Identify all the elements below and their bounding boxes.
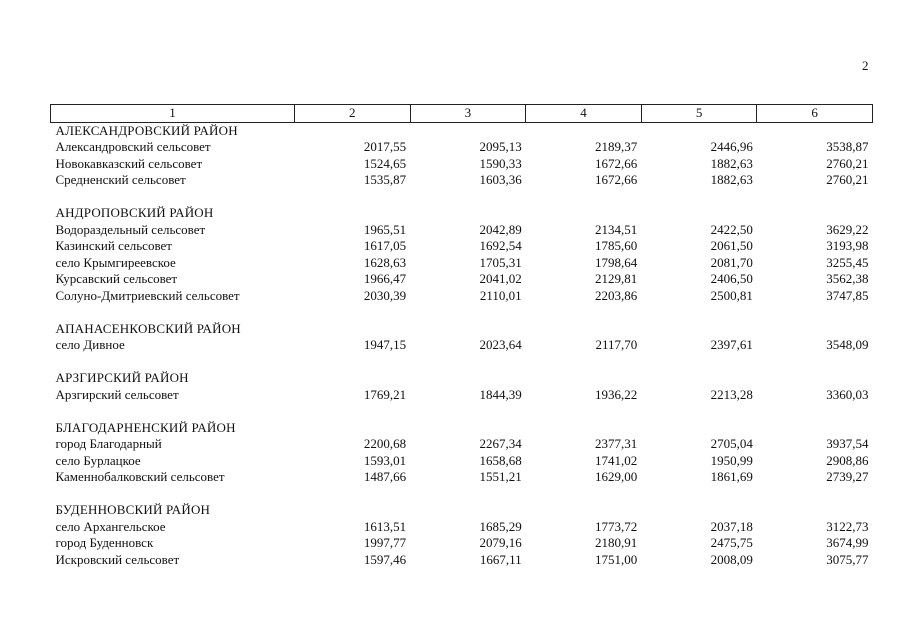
settlement-name: Искровский сельсовет: [55, 551, 180, 567]
settlement-name: Солуно-Дмитриевский сельсовет: [55, 287, 240, 303]
value-col-6: 3360,03: [826, 386, 869, 402]
value-col-4: 1629,00: [595, 469, 638, 484]
value-col-6: 3255,45: [826, 254, 869, 270]
value-col-5: 2422,50: [710, 221, 753, 237]
value-col-4: 2377,31: [595, 436, 638, 451]
table-row: [51, 535, 873, 552]
value-col-2: 1997,77: [363, 535, 407, 550]
value-col-4: 1672,66: [595, 155, 638, 171]
table-row: [51, 552, 873, 569]
settlement-name: село Крымгиреевское: [55, 254, 176, 270]
table-row: [51, 453, 873, 470]
settlement-name: Александровский сельсовет: [55, 139, 211, 154]
value-col-5: 2037,18: [710, 518, 753, 534]
value-col-4: 1672,66: [595, 172, 638, 187]
value-col-6: 3747,85: [826, 287, 869, 303]
settlement-name: Курсавский сельсовет: [55, 271, 178, 286]
group-spacer: [51, 304, 873, 321]
value-col-4: 1751,00: [595, 551, 638, 567]
value-col-3: 2267,34: [479, 436, 522, 451]
value-col-4: 1936,22: [595, 386, 638, 402]
region-header-row: [51, 502, 873, 519]
value-col-2: 2030,39: [363, 287, 407, 303]
value-col-5: 2397,61: [710, 337, 753, 352]
region-header-row: [51, 122, 873, 139]
value-col-5: 2061,50: [710, 238, 753, 253]
group-spacer: [51, 403, 873, 420]
value-col-5: 2446,96: [710, 139, 753, 154]
value-col-3: 2110,01: [479, 287, 522, 303]
value-col-6: 3562,38: [826, 271, 869, 286]
table-row: [51, 271, 873, 288]
spacer-cell: [51, 403, 873, 420]
value-col-2: 1535,87: [363, 172, 407, 187]
value-col-5: 1861,69: [710, 469, 753, 484]
value-col-4: 2180,91: [595, 535, 638, 550]
value-col-6: 3075,77: [826, 551, 869, 567]
column-header-3: 3: [410, 105, 526, 123]
region-name: АРЗГИРСКИЙ РАЙОН: [55, 370, 189, 385]
value-col-3: 1603,36: [479, 172, 522, 187]
settlement-name: город Буденновск: [55, 535, 154, 550]
region-header-row: [51, 370, 873, 387]
value-col-5: 2213,28: [710, 386, 753, 402]
value-col-2: 1593,01: [363, 452, 407, 468]
settlement-name: Каменнобалковский сельсовет: [55, 469, 225, 484]
region-name: БУДЕННОВСКИЙ РАЙОН: [55, 502, 211, 517]
spacer-cell: [51, 486, 873, 503]
settlement-name: город Благодарный: [55, 436, 162, 451]
value-col-6: 2908,86: [826, 452, 869, 468]
settlement-name: село Дивное: [55, 337, 125, 352]
value-col-2: 1966,47: [363, 271, 407, 286]
value-col-4: 1741,02: [595, 452, 638, 468]
value-col-5: 2081,70: [710, 254, 753, 270]
value-col-2: 1769,21: [363, 386, 407, 402]
settlement-name: Арзгирский сельсовет: [55, 386, 179, 402]
value-col-4: 2129,81: [595, 271, 638, 286]
table-row: [51, 222, 873, 239]
value-col-3: 2095,13: [479, 139, 522, 154]
value-col-6: 3629,22: [826, 221, 869, 237]
spacer-cell: [51, 354, 873, 371]
region-header-row: [51, 321, 873, 338]
value-col-5: 2705,04: [710, 436, 753, 451]
column-header-6: 6: [757, 105, 873, 123]
value-col-3: 2079,16: [479, 535, 522, 550]
table-row: [51, 255, 873, 272]
value-col-2: 1613,51: [363, 518, 407, 534]
value-col-3: 1685,29: [479, 518, 522, 534]
value-col-4: 1798,64: [595, 254, 638, 270]
column-header-4: 4: [526, 105, 642, 123]
table-row: [51, 436, 873, 453]
value-col-3: 2023,64: [479, 337, 522, 352]
group-spacer: [51, 486, 873, 503]
value-col-3: 1658,68: [479, 452, 522, 468]
column-header-5: 5: [641, 105, 757, 123]
value-col-6: 3937,54: [826, 436, 869, 451]
value-col-6: 2760,21: [826, 172, 869, 187]
table-row: [51, 519, 873, 536]
table-header: [51, 105, 873, 123]
value-col-4: 2189,37: [595, 139, 638, 154]
value-col-5: 1882,63: [710, 155, 753, 171]
value-col-3: 2042,89: [479, 221, 522, 237]
spacer-cell: [51, 189, 873, 206]
value-col-6: 3548,09: [826, 337, 869, 352]
settlement-name: Водораздельный сельсовет: [55, 221, 206, 237]
value-col-2: 2200,68: [363, 436, 407, 451]
value-col-4: 1785,60: [595, 238, 638, 253]
value-col-2: 1487,66: [363, 469, 407, 484]
value-col-5: 1950,99: [710, 452, 753, 468]
value-col-6: 3674,99: [826, 535, 869, 550]
value-col-2: 1524,65: [363, 155, 407, 171]
value-col-6: 3193,98: [826, 238, 869, 253]
value-col-6: 2739,27: [826, 469, 869, 484]
settlement-name: село Бурлацкое: [55, 452, 141, 468]
table-row: [51, 288, 873, 305]
region-name: БЛАГОДАРНЕНСКИЙ РАЙОН: [55, 419, 236, 435]
column-header-2: 2: [295, 105, 411, 123]
value-col-3: 1705,31: [479, 254, 522, 270]
settlement-name: село Архангельское: [55, 518, 166, 534]
group-spacer: [51, 354, 873, 371]
value-col-3: 1551,21: [479, 469, 522, 484]
group-spacer: [51, 189, 873, 206]
value-col-2: 2017,55: [363, 139, 407, 154]
value-col-5: 2475,75: [710, 535, 753, 550]
value-col-3: 2041,02: [479, 271, 522, 286]
table-row: [51, 337, 873, 354]
region-header-row: [51, 205, 873, 222]
value-col-6: 2760,21: [826, 155, 869, 171]
value-col-3: 1590,33: [479, 155, 522, 171]
page-number: 2: [862, 58, 869, 73]
value-col-4: 2134,51: [595, 221, 638, 237]
table-row: [51, 156, 873, 173]
value-col-2: 1947,15: [363, 337, 407, 352]
region-name: АЛЕКСАНДРОВСКИЙ РАЙОН: [55, 122, 238, 138]
value-col-2: 1965,51: [363, 221, 407, 237]
settlement-name: Средненский сельсовет: [55, 172, 186, 187]
settlement-name: Новокавказский сельсовет: [55, 155, 203, 171]
region-name: АПАНАСЕНКОВСКИЙ РАЙОН: [55, 320, 241, 336]
table-body: [51, 122, 873, 568]
region-header-row: [51, 420, 873, 437]
value-col-4: 2117,70: [595, 337, 638, 352]
table-row: [51, 172, 873, 189]
spacer-cell: [51, 304, 873, 321]
value-col-6: 3538,87: [826, 139, 869, 154]
table-row: [51, 238, 873, 255]
table-row: [51, 469, 873, 486]
settlement-name: Казинский сельсовет: [55, 238, 172, 253]
value-col-5: 2406,50: [710, 271, 753, 286]
value-col-3: 1667,11: [479, 551, 522, 567]
table-row: [51, 139, 873, 156]
column-header-1: 1: [51, 105, 295, 123]
value-col-2: 1597,46: [363, 551, 407, 567]
value-col-6: 3122,73: [826, 518, 869, 534]
region-name: АНДРОПОВСКИЙ РАЙОН: [55, 205, 214, 220]
data-table: [50, 104, 873, 568]
value-col-2: 1617,05: [363, 238, 407, 253]
value-col-3: 1844,39: [479, 386, 522, 402]
value-col-5: 2500,81: [710, 287, 753, 303]
value-col-4: 1773,72: [595, 518, 638, 534]
table-row: [51, 387, 873, 404]
value-col-5: 1882,63: [710, 172, 753, 187]
value-col-2: 1628,63: [363, 254, 407, 270]
value-col-5: 2008,09: [710, 551, 753, 567]
value-col-3: 1692,54: [479, 238, 522, 253]
value-col-4: 2203,86: [595, 287, 638, 303]
